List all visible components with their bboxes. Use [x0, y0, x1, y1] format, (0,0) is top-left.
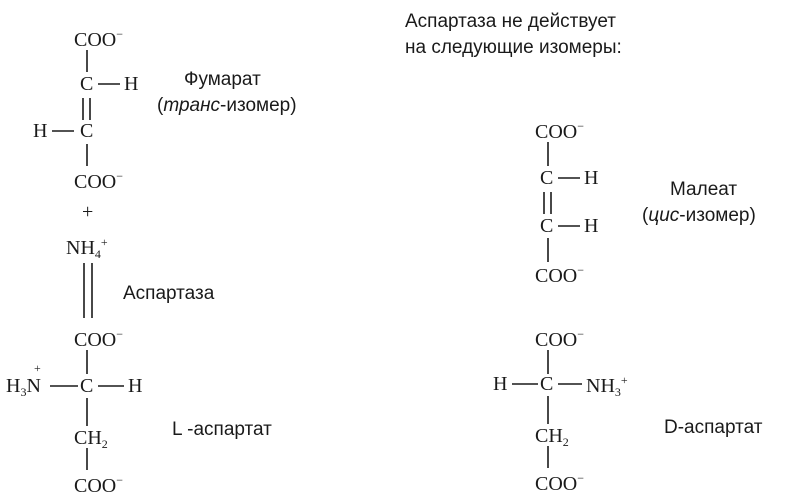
fumarate-name: Фумарат: [184, 69, 261, 90]
fumarate-isomer-open: (: [157, 95, 164, 116]
fumarate-c1: C: [80, 73, 94, 95]
fumarate-isomer-label: [157, 96, 297, 115]
l-asp-top-coo-text: COO: [74, 329, 117, 351]
d-asp-ch2-sub: 2: [562, 435, 569, 449]
maleate-c1-h: H: [584, 167, 599, 189]
maleate-c1: C: [540, 167, 554, 189]
l-asp-bottom-coo-text: COO: [74, 475, 117, 497]
d-asp-top-coo: [535, 328, 584, 350]
d-asp-top-charge: −: [577, 327, 585, 341]
maleate-isomer-rest: -изомер): [679, 205, 756, 226]
fumarate-top-coo: [74, 28, 123, 50]
maleate-bottom-coo-text: COO: [535, 265, 578, 287]
fumarate-isomer-rest: -изомер): [220, 95, 297, 116]
l-asp-amino-h: H: [6, 375, 21, 397]
maleate-c2: C: [540, 215, 554, 237]
maleate-isomer-label: [642, 206, 756, 225]
l-asp-amino-n: N: [26, 375, 41, 397]
fumarate-c1-h: H: [124, 73, 139, 95]
d-asp-amino-plus: +: [620, 373, 628, 387]
maleate-isomer-open: (: [642, 205, 649, 226]
l-asp-ch2-sub: 2: [101, 437, 108, 451]
maleate-c2-h: H: [584, 215, 599, 237]
l-asp-ch2-text: CH: [74, 427, 102, 449]
l-asp-bottom-charge: −: [116, 473, 124, 487]
fumarate-c2-h: H: [33, 120, 48, 142]
ammonium-sub: 4: [94, 247, 101, 261]
fumarate-bottom-charge: −: [116, 169, 124, 183]
l-asp-n-plus: +: [34, 361, 41, 375]
l-asp-name: L -аспартат: [172, 419, 272, 440]
l-asp-alpha-c: C: [80, 375, 94, 397]
fumarate-isomer-italic: транс: [163, 95, 221, 116]
maleate-top-coo: [535, 120, 584, 142]
l-asp-top-coo: [74, 328, 123, 350]
maleate-bottom-charge: −: [577, 263, 585, 277]
d-asp-name: D-аспартат: [664, 417, 763, 438]
d-asp-alpha-c: C: [540, 373, 554, 395]
l-asp-h: H: [128, 375, 143, 397]
d-asp-bottom-coo-text: COO: [535, 473, 578, 495]
fumarate-c2: C: [80, 120, 94, 142]
fumarate-top-coo-text: COO: [74, 29, 117, 51]
d-asp-amino: [586, 374, 628, 398]
header-line-1: Аспартаза не действует: [405, 11, 616, 32]
fumarate-bottom-coo: [74, 170, 123, 192]
maleate-bottom-coo: [535, 264, 584, 286]
d-asp-h: H: [493, 373, 508, 395]
maleate-name: Малеат: [670, 179, 738, 200]
d-asp-ch2: [535, 426, 569, 448]
maleate-top-coo-text: COO: [535, 121, 578, 143]
d-asp-amino-base: NH: [586, 375, 615, 397]
d-asp-bottom-coo: [535, 472, 584, 494]
d-asp-bottom-charge: −: [577, 471, 585, 485]
maleate-top-charge: −: [577, 119, 585, 133]
maleate-isomer-italic: цис: [648, 205, 680, 226]
l-asp-amino-sub: 3: [20, 385, 27, 399]
plus-sign: +: [82, 201, 94, 223]
l-asp-amino: [6, 376, 41, 398]
fumarate-bottom-coo-text: COO: [74, 171, 117, 193]
d-asp-top-coo-text: COO: [535, 329, 578, 351]
header-line-2: на следующие изомеры:: [405, 37, 622, 58]
enzyme-label: Аспартаза: [123, 283, 215, 304]
ammonium-sup: +: [100, 235, 108, 249]
d-asp-amino-sub: 3: [614, 385, 621, 399]
fumarate-top-charge: −: [116, 27, 124, 41]
d-asp-ch2-text: CH: [535, 425, 563, 447]
l-asp-ch2: [74, 428, 108, 450]
l-asp-top-charge: −: [116, 327, 124, 341]
l-asp-bottom-coo: [74, 474, 123, 496]
ammonium-base: NH: [66, 237, 95, 259]
ammonium: [66, 236, 108, 260]
